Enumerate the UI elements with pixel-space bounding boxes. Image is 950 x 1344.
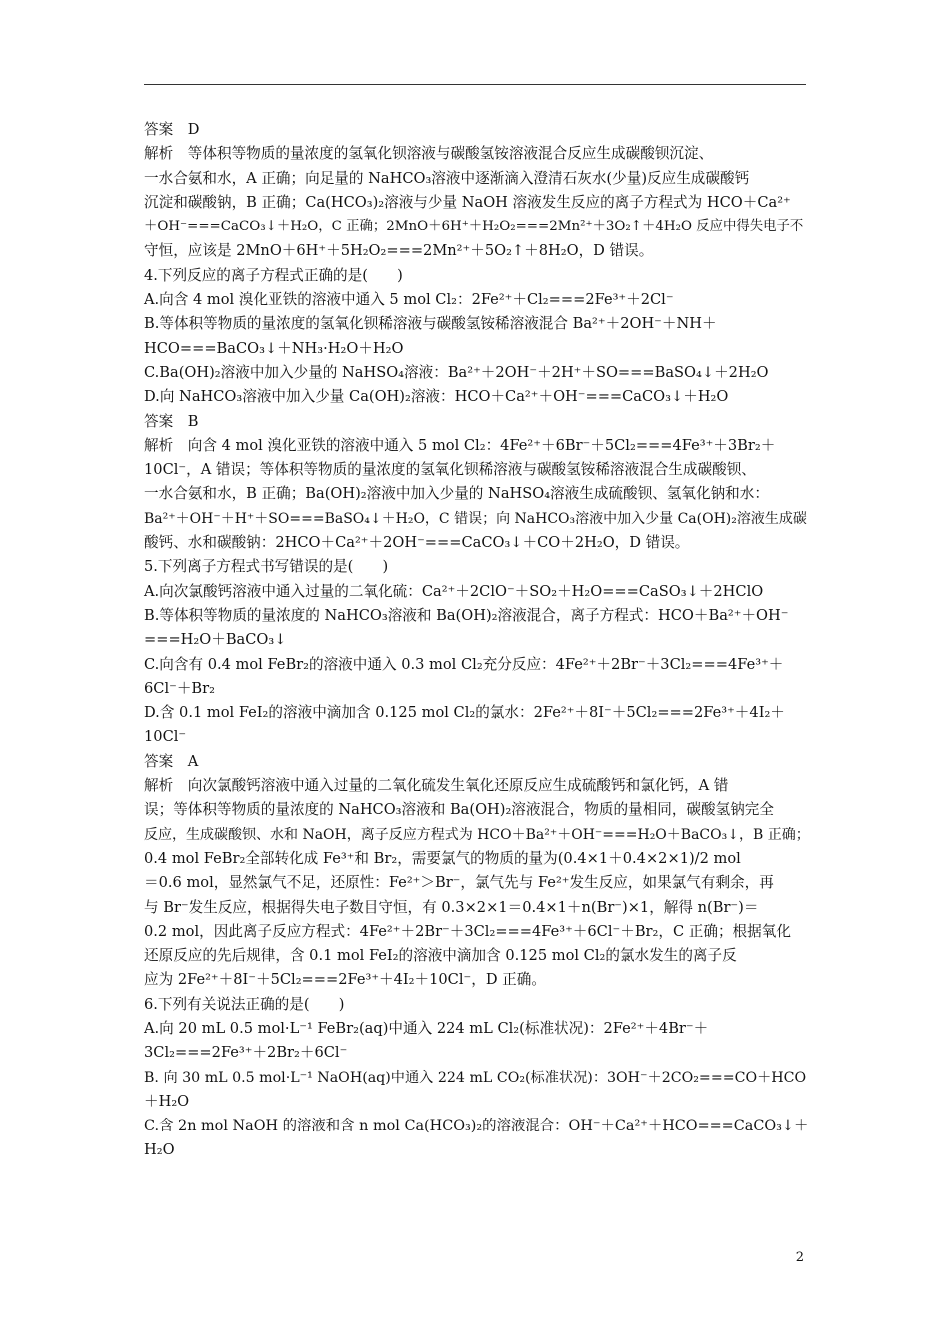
text-line: 10Cl⁻: [144, 728, 187, 746]
text-line: ＝0.6 mol，显然氯气不足，还原性：Fe²⁺＞Br⁻，氯气先与 Fe²⁺发生反应，如果氯气有剩余，再: [144, 874, 774, 892]
text-line: 反应，生成碳酸钡、水和 NaOH，离子反应方程式为 HCO＋Ba²⁺＋OH⁻===H₂O＋BaCO₃↓，B 正确；: [144, 826, 810, 843]
option-a: A.向次氯酸钙溶液中通入过量的二氧化硫：Ca²⁺＋2ClO⁻＋SO₂＋H₂O===CaSO₃↓＋2HClO: [144, 582, 764, 600]
text-line: 沉淀和碳酸钠，B 正确；Ca(HCO₃)₂溶液与少量 NaOH 溶液发生反应的离子方程式为 HCO＋Ca²⁺: [144, 193, 791, 211]
answer: 答案 B: [144, 412, 199, 430]
question-5: 5.下列离子方程式书写错误的是( ): [144, 558, 389, 576]
text-line: H₂O: [144, 1141, 175, 1159]
analysis: 解析 向次氯酸钙溶液中通入过量的二氧化硫发生氧化还原反应生成硫酸钙和氯化钙，A 错: [144, 777, 729, 795]
text-line: 答案 D: [144, 121, 200, 138]
question-6: 6.下列有关说法正确的是( ): [144, 995, 345, 1013]
text-line: HCO===BaCO₃↓＋NH₃·H₂O＋H₂O: [144, 339, 404, 357]
page-number: 2: [795, 1250, 804, 1265]
text-line: 与 Br⁻发生反应，根据得失电子数目守恒，有 0.3×2×1＝0.4×1＋n(Br⁻)×1，解得 n(Br⁻)＝: [144, 898, 759, 916]
text-line: 守恒，应该是 2MnO＋6H⁺＋5H₂O₂===2Mn²⁺＋5O₂↑＋8H₂O，D 错误。: [144, 242, 654, 260]
analysis: 解析 向含 4 mol 溴化亚铁的溶液中通入 5 mol Cl₂：4Fe²⁺＋6Br⁻＋5Cl₂===4Fe³⁺＋3Br₂＋: [144, 436, 776, 454]
text-line: ＋H₂O: [144, 1092, 190, 1110]
option-c: C.向含有 0.4 mol FeBr₂的溶液中通入 0.3 mol Cl₂充分反应：4Fe²⁺＋2Br⁻＋3Cl₂===4Fe³⁺＋: [144, 655, 784, 673]
text-line: 一水合氨和水，A 正确；向足量的 NaHCO₃溶液中逐渐滴入澄清石灰水(少量)反应生成碳酸钙: [144, 169, 750, 187]
text-line: 还原反应的先后规律，含 0.1 mol FeI₂的溶液中滴加含 0.125 mol Cl₂的氯水发生的离子反: [144, 947, 737, 965]
text-line: 6Cl⁻＋Br₂: [144, 679, 215, 697]
option-d: D.向 NaHCO₃溶液中加入少量 Ca(OH)₂溶液：HCO＋Ca²⁺＋OH⁻===CaCO₃↓＋H₂O: [144, 388, 729, 406]
text-line: 0.4 mol FeBr₂全部转化成 Fe³⁺和 Br₂，需要氯气的物质的量为(0.4×1＋0.4×2×1)/2 mol: [144, 849, 741, 867]
text-line: 一水合氨和水，B 正确；Ba(OH)₂溶液中加入少量的 NaHSO₄溶液生成硫酸钡、氢氧化钠和水：: [144, 485, 769, 503]
answer: 答案 A: [144, 752, 199, 770]
option-c: C.Ba(OH)₂溶液中加入少量的 NaHSO₄溶液：Ba²⁺＋2OH⁻＋2H⁺＋SO===BaSO₄↓＋2H₂O: [144, 363, 769, 381]
header-rule: [144, 84, 806, 85]
question-4: 4.下列反应的离子方程式正确的是( ): [144, 266, 403, 284]
option-b: B.等体积等物质的量浓度的 NaHCO₃溶液和 Ba(OH)₂溶液混合，离子方程式：HCO＋Ba²⁺＋OH⁻: [144, 606, 789, 624]
document-body: [144, 118, 812, 1163]
text-line: 0.2 mol，因此离子反应方程式：4Fe²⁺＋2Br⁻＋3Cl₂===4Fe³⁺＋6Cl⁻＋Br₂，C 正确；根据氧化: [144, 922, 791, 940]
option-d: D.含 0.1 mol FeI₂的溶液中滴加含 0.125 mol Cl₂的氯水：2Fe²⁺＋8I⁻＋5Cl₂===2Fe³⁺＋4I₂＋: [144, 704, 785, 722]
text-line: Ba²⁺＋OH⁻＋H⁺＋SO===BaSO₄↓＋H₂O，C 错误；向 NaHCO₃溶液中加入少量 Ca(OH)₂溶液生成碳: [144, 510, 807, 527]
text-line: 解析 等体积等物质的量浓度的氢氧化钡溶液与碳酸氢铵溶液混合反应生成碳酸钡沉淀、: [144, 145, 714, 163]
text-line: ＋OH⁻===CaCO₃↓＋H₂O，C 正确；2MnO＋6H⁺＋H₂O₂===2Mn²⁺＋3O₂↑＋4H₂O 反应中得失电子不: [144, 219, 804, 235]
text-line: ===H₂O＋BaCO₃↓: [144, 631, 287, 649]
text-line: 误；等体积等物质的量浓度的 NaHCO₃溶液和 Ba(OH)₂溶液混合，物质的量相同，碳酸氢钠完全: [144, 801, 774, 819]
option-a: A.向含 4 mol 溴化亚铁的溶液中通入 5 mol Cl₂：2Fe²⁺＋Cl₂===2Fe³⁺＋2Cl⁻: [144, 291, 674, 309]
text-line: 3Cl₂===2Fe³⁺＋2Br₂＋6Cl⁻: [144, 1044, 348, 1062]
option-a: A.向 20 mL 0.5 mol·L⁻¹ FeBr₂(aq)中通入 224 mL Cl₂(标准状况)：2Fe²⁺＋4Br⁻＋: [144, 1019, 709, 1037]
text-line: 酸钙、水和碳酸钠：2HCO＋Ca²⁺＋2OH⁻===CaCO₃↓＋CO＋2H₂O，D 错误。: [144, 534, 690, 552]
option-b: B. 向 30 mL 0.5 mol·L⁻¹ NaOH(aq)中通入 224 mL CO₂(标准状况)：3OH⁻＋2CO₂===CO＋HCO: [144, 1069, 807, 1086]
text-line: 应为 2Fe²⁺＋8I⁻＋5Cl₂===2Fe³⁺＋4I₂＋10Cl⁻，D 正确。: [144, 971, 546, 989]
option-c: C.含 2n mol NaOH 的溶液和含 n mol Ca(HCO₃)₂的溶液混合：OH⁻＋Ca²⁺＋HCO===CaCO₃↓＋: [144, 1118, 809, 1135]
text-line: 10Cl⁻，A 错误；等体积等物质的量浓度的氢氧化钡稀溶液与碳酸氢铵稀溶液混合生成碳酸钡、: [144, 461, 756, 479]
option-b: B.等体积等物质的量浓度的氢氧化钡稀溶液与碳酸氢铵稀溶液混合 Ba²⁺＋2OH⁻＋NH＋: [144, 315, 717, 333]
